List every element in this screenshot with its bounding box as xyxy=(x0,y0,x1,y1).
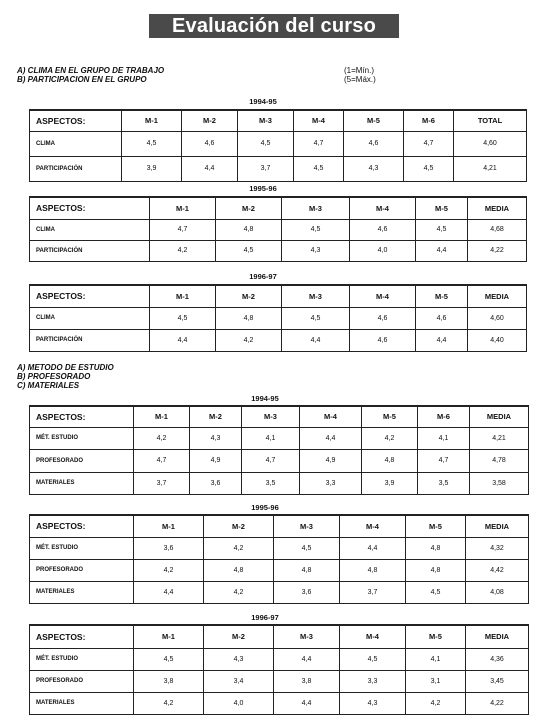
table-cell: 4,6 xyxy=(344,131,404,156)
table-cell: 4,8 xyxy=(406,559,466,581)
table-cell: 4,5 xyxy=(274,537,340,559)
row-label: PROFESORADO xyxy=(30,559,134,581)
legend-item: B) PROFESORADO xyxy=(17,372,91,381)
header-cell: M-5 xyxy=(344,110,404,131)
table-cell: 4,3 xyxy=(204,648,274,670)
table-cell: 4,8 xyxy=(362,449,418,472)
scale-min: (1=Mín.) xyxy=(344,66,375,75)
header-cell: M-2 xyxy=(216,285,282,307)
table-row xyxy=(30,537,529,559)
row-label: PARTICIPACIÓN xyxy=(30,156,122,181)
table-cell: 4,8 xyxy=(216,307,282,329)
table-cell: 4,32 xyxy=(466,537,529,559)
table-cell: 4,2 xyxy=(204,537,274,559)
header-cell: M-3 xyxy=(282,197,350,219)
header-cell: M-1 xyxy=(122,110,182,131)
header-cell: ASPECTOS: xyxy=(30,625,134,648)
table-cell: 4,5 xyxy=(416,219,468,240)
table-row xyxy=(30,131,527,156)
table-cell: 4,8 xyxy=(204,559,274,581)
eval-table xyxy=(29,405,529,495)
table-row xyxy=(30,307,527,329)
eval-table xyxy=(29,109,527,182)
table-row xyxy=(30,427,529,449)
table-cell: 4,8 xyxy=(340,559,406,581)
table-cell: 4,22 xyxy=(468,240,527,261)
table-cell: 3,8 xyxy=(274,670,340,692)
table-row xyxy=(30,648,529,670)
table-cell: 4,3 xyxy=(282,240,350,261)
table-cell: 4,2 xyxy=(150,240,216,261)
table-cell: 4,7 xyxy=(404,131,454,156)
table-cell: 4,8 xyxy=(274,559,340,581)
year-label: 1995-96 xyxy=(249,184,277,193)
table-cell: 3,45 xyxy=(466,670,529,692)
table-cell: 4,7 xyxy=(150,219,216,240)
table-cell: 4,6 xyxy=(416,307,468,329)
header-cell: MEDIA xyxy=(466,625,529,648)
table-cell: 4,5 xyxy=(122,131,182,156)
header-cell: M-4 xyxy=(294,110,344,131)
header-cell: M-1 xyxy=(150,197,216,219)
table-cell: 4,3 xyxy=(344,156,404,181)
header-cell: M-1 xyxy=(134,515,204,537)
header-cell: MEDIA xyxy=(468,285,527,307)
table-header-row xyxy=(30,285,527,307)
header-cell: M-3 xyxy=(242,406,300,427)
row-label: CLIMA xyxy=(30,219,150,240)
row-label: PROFESORADO xyxy=(30,449,134,472)
page-title: Evaluación del curso xyxy=(149,14,399,38)
row-label: MATERIALES xyxy=(30,472,134,494)
header-cell: M-5 xyxy=(406,515,466,537)
table-cell: 4,1 xyxy=(418,427,470,449)
row-label: PARTICIPACIÓN xyxy=(30,240,150,261)
table-row xyxy=(30,329,527,351)
header-cell: M-3 xyxy=(282,285,350,307)
table-cell: 4,5 xyxy=(282,219,350,240)
table-cell: 4,4 xyxy=(416,240,468,261)
table-row xyxy=(30,581,529,603)
table-cell: 3,8 xyxy=(134,670,204,692)
legend-bottom xyxy=(17,363,114,390)
table-cell: 3,9 xyxy=(122,156,182,181)
table-cell: 4,6 xyxy=(350,219,416,240)
eval-table xyxy=(29,624,529,715)
header-cell: M-5 xyxy=(406,625,466,648)
header-cell: M-6 xyxy=(404,110,454,131)
table-row xyxy=(30,472,529,494)
header-cell: M-1 xyxy=(150,285,216,307)
header-cell: M-4 xyxy=(340,515,406,537)
table-cell: 4,2 xyxy=(134,427,190,449)
header-cell: M-5 xyxy=(362,406,418,427)
table-cell: 4,21 xyxy=(470,427,529,449)
row-label: MATERIALES xyxy=(30,692,134,714)
row-label: MATERIALES xyxy=(30,581,134,603)
row-label: CLIMA xyxy=(30,131,122,156)
table-cell: 4,08 xyxy=(466,581,529,603)
table-row xyxy=(30,156,527,181)
header-cell: M-3 xyxy=(238,110,294,131)
header-cell: M-4 xyxy=(350,285,416,307)
header-cell: M-1 xyxy=(134,406,190,427)
table-cell: 3,6 xyxy=(274,581,340,603)
table-cell: 3,58 xyxy=(470,472,529,494)
year-label: 1994-95 xyxy=(251,394,279,403)
eval-table xyxy=(29,284,527,352)
eval-table xyxy=(29,196,527,262)
table-cell: 4,4 xyxy=(274,692,340,714)
legend-item: C) MATERIALES xyxy=(17,381,80,390)
table-cell: 4,5 xyxy=(340,648,406,670)
header-cell: ASPECTOS: xyxy=(30,515,134,537)
header-cell: M-3 xyxy=(274,515,340,537)
table-cell: 3,7 xyxy=(340,581,406,603)
year-label: 1995-96 xyxy=(251,503,279,512)
row-label: PROFESORADO xyxy=(30,670,134,692)
header-cell: MEDIA xyxy=(468,197,527,219)
table-cell: 4,1 xyxy=(406,648,466,670)
header-cell: M-2 xyxy=(204,625,274,648)
table-cell: 4,3 xyxy=(340,692,406,714)
table-cell: 4,78 xyxy=(470,449,529,472)
table-cell: 4,6 xyxy=(182,131,238,156)
table-cell: 4,22 xyxy=(466,692,529,714)
scale-legend xyxy=(344,66,376,84)
row-label: MÉT. ESTUDIO xyxy=(30,648,134,670)
table-cell: 4,2 xyxy=(134,559,204,581)
table-cell: 4,5 xyxy=(238,131,294,156)
eval-table xyxy=(29,514,529,604)
table-row xyxy=(30,240,527,261)
table-cell: 3,4 xyxy=(204,670,274,692)
header-cell: M-4 xyxy=(350,197,416,219)
table-cell: 4,2 xyxy=(362,427,418,449)
table-cell: 4,5 xyxy=(404,156,454,181)
table-cell: 4,36 xyxy=(466,648,529,670)
table-cell: 4,0 xyxy=(350,240,416,261)
table-cell: 4,21 xyxy=(454,156,527,181)
row-label: MÉT. ESTUDIO xyxy=(30,537,134,559)
year-label: 1996-97 xyxy=(249,272,277,281)
table-cell: 3,5 xyxy=(418,472,470,494)
header-cell: M-5 xyxy=(416,285,468,307)
table-cell: 4,68 xyxy=(468,219,527,240)
table-cell: 4,7 xyxy=(242,449,300,472)
table-header-row xyxy=(30,197,527,219)
header-cell: M-2 xyxy=(190,406,242,427)
legend-top xyxy=(17,66,164,84)
row-label: MÉT. ESTUDIO xyxy=(30,427,134,449)
table-cell: 4,4 xyxy=(282,329,350,351)
table-cell: 3,7 xyxy=(134,472,190,494)
table-cell: 4,2 xyxy=(406,692,466,714)
table-cell: 4,2 xyxy=(216,329,282,351)
table-cell: 3,6 xyxy=(134,537,204,559)
header-cell: M-6 xyxy=(418,406,470,427)
table-header-row xyxy=(30,625,529,648)
row-label: PARTICIPACIÓN xyxy=(30,329,150,351)
table-cell: 4,9 xyxy=(300,449,362,472)
header-cell: M-4 xyxy=(300,406,362,427)
table-cell: 3,7 xyxy=(238,156,294,181)
table-cell: 3,9 xyxy=(362,472,418,494)
table-cell: 4,42 xyxy=(466,559,529,581)
table-cell: 4,7 xyxy=(294,131,344,156)
table-cell: 4,0 xyxy=(204,692,274,714)
table-cell: 3,5 xyxy=(242,472,300,494)
legend-item: A) CLIMA EN EL GRUPO DE TRABAJO xyxy=(17,66,165,75)
table-cell: 4,6 xyxy=(350,307,416,329)
table-cell: 4,2 xyxy=(204,581,274,603)
header-cell: ASPECTOS: xyxy=(30,110,122,131)
header-cell: M-2 xyxy=(216,197,282,219)
table-cell: 4,5 xyxy=(216,240,282,261)
table-cell: 4,40 xyxy=(468,329,527,351)
header-cell: ASPECTOS: xyxy=(30,285,150,307)
table-cell: 4,4 xyxy=(150,329,216,351)
table-cell: 4,5 xyxy=(406,581,466,603)
table-cell: 4,4 xyxy=(134,581,204,603)
header-cell: TOTAL xyxy=(454,110,527,131)
table-cell: 3,1 xyxy=(406,670,466,692)
header-cell: MEDIA xyxy=(466,515,529,537)
legend-item: B) PARTICIPACION EN EL GRUPO xyxy=(17,75,147,84)
table-header-row xyxy=(30,515,529,537)
table-cell: 4,4 xyxy=(416,329,468,351)
header-cell: M-3 xyxy=(274,625,340,648)
table-cell: 4,4 xyxy=(182,156,238,181)
row-label: CLIMA xyxy=(30,307,150,329)
table-row xyxy=(30,692,529,714)
legend-item: A) METODO DE ESTUDIO xyxy=(17,363,114,372)
table-cell: 4,6 xyxy=(350,329,416,351)
scale-max: (5=Máx.) xyxy=(344,75,376,84)
table-row xyxy=(30,219,527,240)
year-label: 1996-97 xyxy=(251,613,279,622)
table-cell: 4,7 xyxy=(418,449,470,472)
header-cell: M-1 xyxy=(134,625,204,648)
header-cell: ASPECTOS: xyxy=(30,406,134,427)
year-label: 1994-95 xyxy=(249,97,277,106)
table-cell: 4,2 xyxy=(134,692,204,714)
table-cell: 3,3 xyxy=(340,670,406,692)
header-cell: M-2 xyxy=(182,110,238,131)
table-cell: 4,60 xyxy=(468,307,527,329)
table-cell: 4,60 xyxy=(454,131,527,156)
table-cell: 4,4 xyxy=(340,537,406,559)
table-cell: 3,6 xyxy=(190,472,242,494)
table-cell: 3,3 xyxy=(300,472,362,494)
table-row xyxy=(30,449,529,472)
table-cell: 4,9 xyxy=(190,449,242,472)
header-cell: MEDIA xyxy=(470,406,529,427)
table-header-row xyxy=(30,110,527,131)
table-cell: 4,8 xyxy=(406,537,466,559)
table-row xyxy=(30,670,529,692)
table-cell: 4,1 xyxy=(242,427,300,449)
table-cell: 4,7 xyxy=(134,449,190,472)
table-cell: 4,4 xyxy=(300,427,362,449)
table-cell: 4,5 xyxy=(294,156,344,181)
table-cell: 4,5 xyxy=(134,648,204,670)
header-cell: M-2 xyxy=(204,515,274,537)
table-cell: 4,4 xyxy=(274,648,340,670)
header-cell: M-5 xyxy=(416,197,468,219)
table-cell: 4,5 xyxy=(282,307,350,329)
header-cell: M-4 xyxy=(340,625,406,648)
table-header-row xyxy=(30,406,529,427)
table-cell: 4,5 xyxy=(150,307,216,329)
table-row xyxy=(30,559,529,581)
table-cell: 4,3 xyxy=(190,427,242,449)
header-cell: ASPECTOS: xyxy=(30,197,150,219)
table-cell: 4,8 xyxy=(216,219,282,240)
